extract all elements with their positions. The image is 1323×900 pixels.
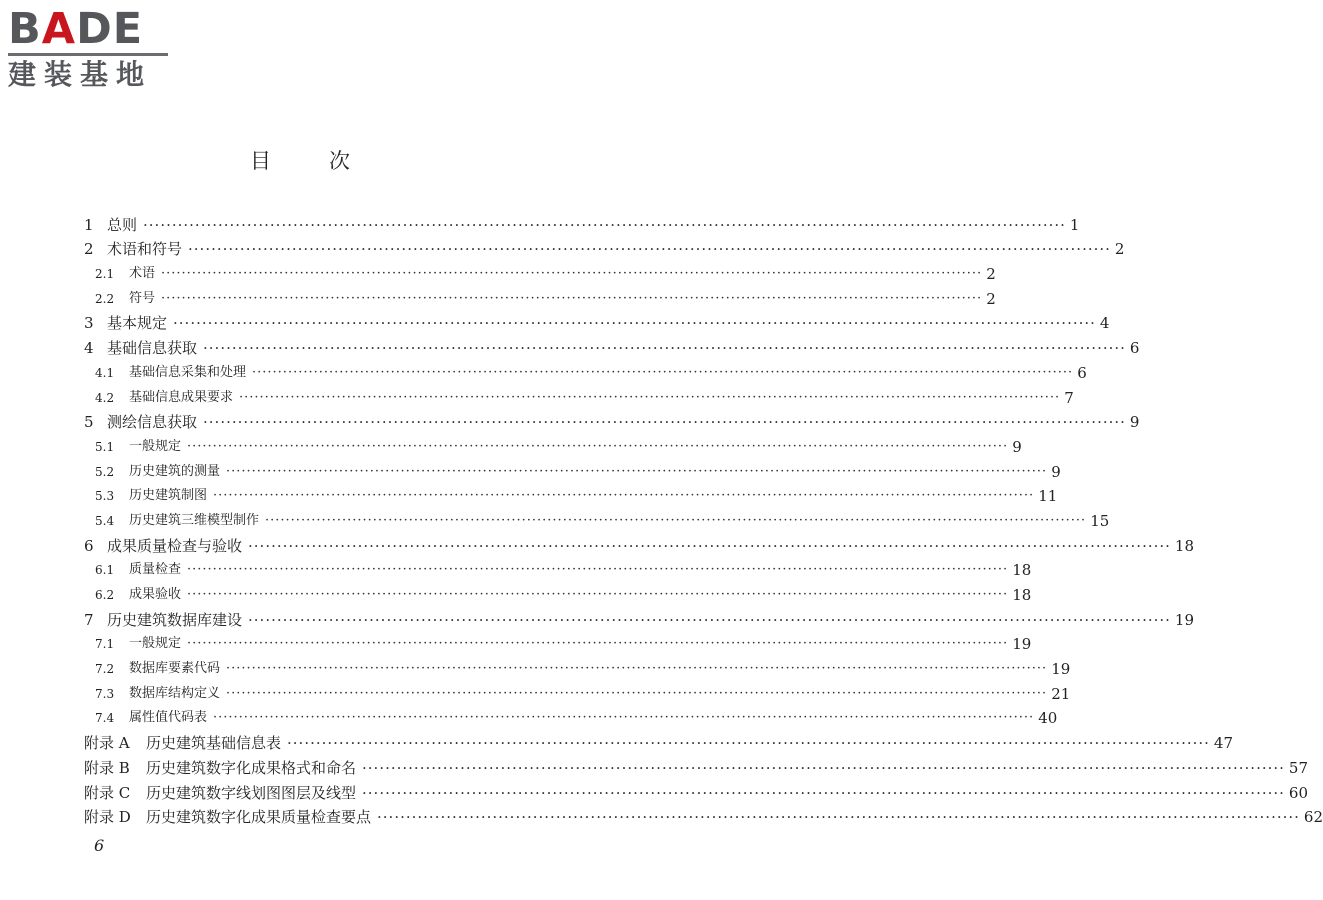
toc-entry-title: 一般规定 bbox=[129, 438, 182, 454]
toc-dot-leader: ································································································································································ bbox=[248, 610, 1171, 629]
toc-entry[interactable] bbox=[84, 358, 1087, 383]
toc-entry-page: 21 bbox=[1051, 684, 1071, 703]
toc-entry-number: 2.2 bbox=[95, 291, 115, 306]
toc-entry[interactable] bbox=[84, 803, 1323, 828]
toc-entry-title: 历史建筑基础信息表 bbox=[146, 734, 282, 753]
toc-dot-leader: ································································································································································ bbox=[287, 734, 1210, 753]
toc-entry-page: 2 bbox=[986, 265, 996, 284]
toc-entry-page: 18 bbox=[1012, 561, 1032, 580]
toc-entry-page: 4 bbox=[1099, 314, 1110, 333]
toc-entry[interactable] bbox=[84, 383, 1074, 408]
toc-entry-page: 2 bbox=[1114, 240, 1125, 259]
toc-entry-title: 成果验收 bbox=[129, 587, 182, 602]
toc-entry-title: 历史建筑的测量 bbox=[129, 463, 221, 479]
toc-entry-number: 附录 D bbox=[84, 808, 131, 827]
toc-entry-number: 4 bbox=[84, 339, 94, 358]
toc-entry-title: 质量检查 bbox=[129, 562, 182, 578]
toc-entry-page: 7 bbox=[1064, 388, 1074, 407]
toc-entry-number: 7.4 bbox=[95, 711, 115, 726]
page-title bbox=[0, 148, 600, 174]
toc-entry-title: 历史建筑三维模型制作 bbox=[129, 512, 260, 528]
toc-entry[interactable] bbox=[84, 704, 1058, 729]
toc-entry-title: 总则 bbox=[107, 215, 138, 234]
logo-letters-prefix: B bbox=[8, 4, 42, 54]
toc-entry[interactable] bbox=[84, 457, 1061, 482]
toc-entry-title: 数据库结构定义 bbox=[129, 685, 221, 701]
toc-dot-leader: ································································································································································ bbox=[203, 339, 1126, 358]
toc-entry[interactable] bbox=[84, 556, 1032, 581]
toc-entry-number: 5.2 bbox=[95, 464, 115, 479]
toc-entry[interactable] bbox=[84, 432, 1022, 457]
toc-dot-leader: ································································································································································ bbox=[161, 290, 983, 306]
toc-entry-number: 4.1 bbox=[95, 365, 115, 380]
toc-entry-number: 7.1 bbox=[95, 637, 115, 652]
toc-dot-leader: ································································································································································ bbox=[187, 587, 1009, 602]
toc-entry-number: 7.2 bbox=[95, 662, 115, 677]
toc-dot-leader: ································································································································································ bbox=[213, 710, 1035, 726]
toc-dot-leader: ································································································································································ bbox=[252, 364, 1074, 380]
toc-entry-page: 47 bbox=[1213, 734, 1233, 753]
toc-entry-title: 基本规定 bbox=[107, 314, 168, 333]
logo-chinese-text: 建装基地 bbox=[8, 58, 153, 91]
toc-entry[interactable] bbox=[84, 235, 1125, 260]
toc-entry-title: 测绘信息获取 bbox=[107, 413, 198, 432]
toc-dot-leader: ································································································································································ bbox=[226, 685, 1048, 701]
toc-dot-leader: ································································································································································ bbox=[226, 661, 1048, 677]
toc-entry-number: 6.1 bbox=[95, 563, 115, 578]
toc-entry-title: 历史建筑数据库建设 bbox=[107, 610, 243, 629]
toc-dot-leader: ································································································································································ bbox=[362, 758, 1285, 777]
toc-entry[interactable] bbox=[84, 778, 1308, 803]
toc-dot-leader: ································································································································································ bbox=[188, 240, 1111, 259]
toc-entry-number: 5 bbox=[84, 413, 94, 432]
toc-entry-page: 1 bbox=[1069, 215, 1080, 234]
toc-entry-number: 5.4 bbox=[95, 513, 115, 528]
toc-entry[interactable] bbox=[84, 531, 1194, 556]
toc-entry[interactable] bbox=[84, 630, 1032, 655]
toc-entry[interactable] bbox=[84, 506, 1110, 531]
toc-entry-page: 9 bbox=[1051, 462, 1061, 481]
toc-entry-number: 2 bbox=[84, 240, 94, 259]
toc-dot-leader: ································································································································································ bbox=[265, 512, 1087, 528]
toc-entry[interactable] bbox=[84, 284, 996, 309]
toc-entry-title: 属性值代码表 bbox=[129, 710, 208, 726]
toc-entry-title: 数据库要素代码 bbox=[129, 661, 221, 677]
toc-entry-number: 6 bbox=[84, 536, 94, 555]
toc-entry-page: 19 bbox=[1012, 635, 1032, 654]
toc-entry[interactable] bbox=[84, 408, 1140, 433]
toc-entry[interactable] bbox=[84, 753, 1308, 778]
toc-entry-title: 符号 bbox=[129, 290, 156, 306]
toc-entry-title: 术语 bbox=[129, 266, 156, 282]
toc-entry-number: 附录 C bbox=[84, 783, 131, 802]
toc-entry-number: 2.1 bbox=[95, 267, 115, 282]
toc-dot-leader: ································································································································································ bbox=[239, 389, 1061, 405]
logo-letters-suffix: DE bbox=[76, 4, 144, 54]
toc-entry-page: 60 bbox=[1288, 783, 1308, 802]
toc-entry-number: 6.2 bbox=[95, 588, 115, 602]
toc-entry-title: 历史建筑制图 bbox=[129, 488, 208, 504]
toc-entry-number: 1 bbox=[84, 215, 94, 234]
page-title-right: 次 bbox=[329, 149, 350, 173]
toc-dot-leader: ································································································································································ bbox=[203, 413, 1126, 432]
toc-entry-page: 57 bbox=[1288, 758, 1308, 777]
toc-entry-number: 5.1 bbox=[95, 439, 115, 454]
toc-entry[interactable] bbox=[84, 333, 1140, 358]
toc-dot-leader: ································································································································································ bbox=[187, 562, 1009, 578]
toc-entry-title: 历史建筑数字化成果格式和命名 bbox=[146, 758, 357, 777]
toc-dot-leader: ································································································································································ bbox=[213, 488, 1035, 504]
toc-dot-leader: ································································································································································ bbox=[248, 536, 1171, 555]
toc-entry-number: 附录 A bbox=[84, 734, 130, 753]
toc-entry-page: 40 bbox=[1038, 709, 1058, 728]
toc-dot-leader: ································································································································································ bbox=[362, 783, 1285, 802]
toc-dot-leader: ································································································································································ bbox=[161, 266, 983, 282]
toc-entry-title: 基础信息获取 bbox=[107, 339, 198, 358]
toc-entry[interactable] bbox=[84, 259, 996, 284]
toc-entry-title: 历史建筑数字化成果质量检查要点 bbox=[146, 808, 372, 827]
toc-entry-page: 15 bbox=[1090, 511, 1110, 530]
toc-entry-title: 基础信息采集和处理 bbox=[129, 364, 247, 380]
toc-entry-title: 术语和符号 bbox=[107, 240, 183, 259]
logo-wordmark bbox=[8, 6, 178, 52]
toc-entry-number: 7 bbox=[84, 610, 94, 629]
toc-entry-page: 62 bbox=[1303, 808, 1323, 827]
toc-entry[interactable] bbox=[84, 605, 1194, 630]
toc-entry[interactable] bbox=[84, 580, 1032, 605]
toc-entry-title: 历史建筑数字线划图图层及线型 bbox=[146, 783, 357, 802]
toc-entry-number: 3 bbox=[84, 314, 94, 333]
page-title-left: 目 bbox=[250, 149, 271, 173]
toc-entry-page: 6 bbox=[1129, 339, 1140, 358]
table-of-contents bbox=[84, 210, 1323, 827]
toc-entry-number: 附录 B bbox=[84, 758, 130, 777]
toc-entry[interactable] bbox=[84, 654, 1071, 679]
toc-entry-number: 4.2 bbox=[95, 390, 115, 405]
toc-entry-page: 6 bbox=[1077, 363, 1087, 382]
toc-entry-title: 成果质量检查与验收 bbox=[107, 536, 243, 555]
toc-entry-number: 7.3 bbox=[95, 686, 115, 701]
toc-entry[interactable] bbox=[84, 679, 1071, 704]
toc-entry[interactable] bbox=[84, 210, 1080, 235]
toc-dot-leader: ································································································································································ bbox=[187, 636, 1009, 652]
logo-letter-accent: A bbox=[41, 4, 77, 54]
toc-entry-page: 2 bbox=[986, 289, 996, 308]
bade-logo bbox=[8, 6, 178, 90]
footer-page-number: 6 bbox=[94, 836, 105, 855]
toc-dot-leader: ································································································································································ bbox=[173, 314, 1096, 333]
toc-entry-page: 9 bbox=[1129, 413, 1140, 432]
toc-entry-title: 基础信息成果要求 bbox=[129, 389, 234, 405]
toc-dot-leader: ································································································································································ bbox=[226, 463, 1048, 479]
toc-entry-page: 9 bbox=[1012, 437, 1022, 456]
toc-dot-leader: ································································································································································ bbox=[187, 438, 1009, 454]
toc-entry-title: 一般规定 bbox=[129, 636, 182, 652]
toc-entry-page: 11 bbox=[1038, 487, 1058, 506]
toc-dot-leader: ································································································································································ bbox=[377, 808, 1300, 827]
toc-entry-number: 5.3 bbox=[95, 489, 115, 504]
toc-entry-page: 18 bbox=[1174, 536, 1194, 555]
toc-entry[interactable] bbox=[84, 728, 1233, 753]
toc-entry-page: 19 bbox=[1174, 610, 1194, 629]
toc-entry-page: 19 bbox=[1051, 660, 1071, 679]
toc-entry[interactable] bbox=[84, 309, 1110, 334]
toc-entry[interactable] bbox=[84, 482, 1058, 507]
toc-entry-page: 18 bbox=[1012, 586, 1032, 604]
toc-dot-leader: ································································································································································ bbox=[143, 215, 1066, 234]
